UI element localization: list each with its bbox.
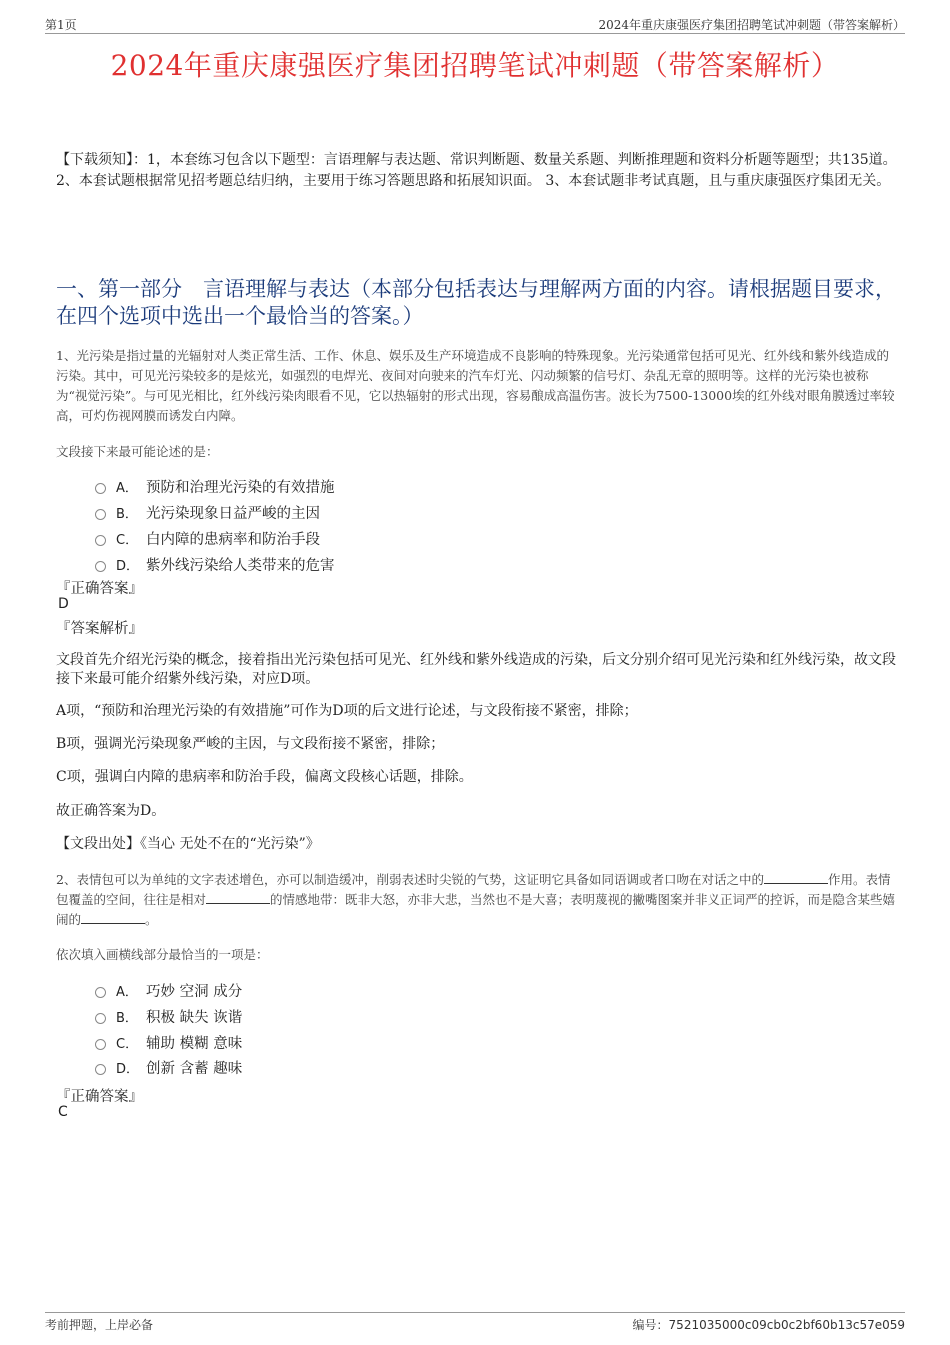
- q1-analysis-paragraph: B项，强调光污染现象严峻的主因，与文段衔接不紧密，排除；: [56, 736, 445, 752]
- fill-blank: [81, 911, 145, 924]
- q2-text-part: 作用。表情包覆盖的空间，往往是相对: [56, 872, 891, 907]
- section-heading: 一、第一部分 言语理解与表达（本部分包括表达与理解两方面的内容。请根据题目要求，在四个选项中选出一个最恰当的答案。）: [56, 277, 896, 328]
- page-header: [45, 16, 905, 34]
- page-title: 2024年重庆康强医疗集团招聘笔试冲刺题（带答案解析）: [110, 49, 840, 82]
- q1-option-a[interactable]: [95, 476, 335, 497]
- option-text: 积极 缺失 诙谐: [146, 1010, 243, 1026]
- option-text: 白内障的患病率和防治手段: [146, 532, 320, 548]
- option-text: 创新 含蓄 趣味: [146, 1061, 243, 1077]
- radio-icon[interactable]: [95, 535, 106, 546]
- radio-icon[interactable]: [95, 509, 106, 520]
- q2-text-part: 2、表情包可以为单纯的文字表述增色，亦可以制造缓冲，削弱表述时尖锐的气势，这证明它具备如同语调或者口吻在对话之中的: [56, 872, 764, 887]
- q1-source: 【文段出处】《当心 无处不在的“光污染”》: [56, 836, 320, 852]
- header-doc-title: 2024年重庆康强医疗集团招聘笔试冲刺题（带答案解析）: [598, 18, 905, 32]
- footer-code: [633, 1316, 905, 1333]
- q2-text-part: 。: [145, 912, 158, 927]
- radio-icon[interactable]: [95, 561, 106, 572]
- page-footer: [45, 1312, 905, 1333]
- radio-icon[interactable]: [95, 1039, 106, 1050]
- radio-icon[interactable]: [95, 987, 106, 998]
- radio-icon[interactable]: [95, 1064, 106, 1075]
- option-letter: A．: [116, 985, 138, 1000]
- option-text: 巧妙 空洞 成分: [146, 984, 243, 1000]
- option-text: 紫外线污染给人类带来的危害: [146, 558, 335, 574]
- option-letter: B．: [116, 1011, 138, 1026]
- question-1-prompt: 文段接下来最可能论述的是：: [56, 444, 219, 459]
- q1-analysis-paragraph: C项，强调白内障的患病率和防治手段，偏离文段核心话题，排除。: [56, 769, 473, 785]
- page-number: 第1页: [45, 18, 77, 32]
- q1-option-d[interactable]: [95, 554, 335, 575]
- q1-answer-value: D: [58, 596, 69, 612]
- q2-option-a[interactable]: [95, 980, 242, 1001]
- footer-code-value: 7521035000c09cb0c2bf60b13c57e059: [668, 1318, 905, 1332]
- option-letter: C．: [116, 533, 139, 548]
- q2-option-c[interactable]: [95, 1032, 242, 1053]
- q1-analysis-paragraph: 文段首先介绍光污染的概念，接着指出光污染包括可见光、红外线和紫外线造成的污染，后文分别介绍可见光污染和红外线污染，故文段接下来最可能介绍紫外线污染，对应D项。: [56, 652, 896, 687]
- question-1-text: 1、光污染是指过量的光辐射对人类正常生活、工作、休息、娱乐及生产环境造成不良影响的特殊现象。光污染通常包括可见光、红外线和紫外线造成的污染。其中，可见光污染较多的是炫光，如强烈的电焊光、夜间对向驶来的汽车灯光、闪动频繁的信号灯、杂乱无章的照明等。这样的光污染也被称为“视觉污染”。与可见光相比，红外线污染肉眼看不见，它以热辐射的形式出现，容易酿成高温伤害。波长为7500-13000埃的红外线对眼角膜透过率较高，可灼伤视网膜而诱发白内障。: [56, 348, 895, 423]
- option-text: 辅助 模糊 意味: [146, 1036, 243, 1052]
- q1-analysis-paragraph: 故正确答案为D。: [56, 803, 166, 819]
- fill-blank: [206, 891, 270, 904]
- radio-icon[interactable]: [95, 483, 106, 494]
- download-notice: 【下载须知】：1，本套练习包含以下题型：言语理解与表达题、常识判断题、数量关系题、判断推理题和资料分析题等题型；共135道。 2、本套试题根据常见招考题总结归纳，主要用于练习答题思路和拓展知识面。 3、本套试题非考试真题，且与重庆康强医疗集团无关。: [56, 152, 897, 189]
- q2-text-part: 的情感地带：既非大怒，亦非大悲，当然也不是大喜；表明蔑视的撇嘴图案并非义正词严的控诉，而是隐含某些嬉闹的: [56, 892, 896, 927]
- q2-option-d[interactable]: [95, 1057, 242, 1078]
- footer-slogan: 考前押题，上岸必备: [45, 1318, 154, 1332]
- footer-code-label: 编号：: [632, 1318, 669, 1332]
- q1-answer-label: 『正确答案』: [56, 581, 143, 597]
- q1-option-b[interactable]: [95, 502, 320, 523]
- q1-analysis-paragraph: A项，“预防和治理光污染的有效措施”可作为D项的后文进行论述，与文段衔接不紧密，排除；: [56, 703, 638, 719]
- option-letter: A．: [116, 481, 138, 496]
- q1-option-c[interactable]: [95, 528, 320, 549]
- radio-icon[interactable]: [95, 1013, 106, 1024]
- q2-answer-label: 『正确答案』: [56, 1089, 143, 1105]
- option-text: 预防和治理光污染的有效措施: [146, 480, 335, 496]
- option-letter: D．: [116, 1062, 140, 1077]
- option-text: 光污染现象日益严峻的主因: [146, 506, 320, 522]
- question-2-prompt: 依次填入画横线部分最恰当的一项是：: [56, 947, 269, 962]
- question-2-text: [56, 870, 898, 930]
- option-letter: C．: [116, 1037, 139, 1052]
- q2-answer-value: C: [58, 1104, 68, 1120]
- fill-blank: [764, 871, 828, 884]
- q1-analysis-label: 『答案解析』: [56, 621, 143, 637]
- q2-option-b[interactable]: [95, 1006, 242, 1027]
- option-letter: D．: [116, 559, 140, 574]
- option-letter: B．: [116, 507, 138, 522]
